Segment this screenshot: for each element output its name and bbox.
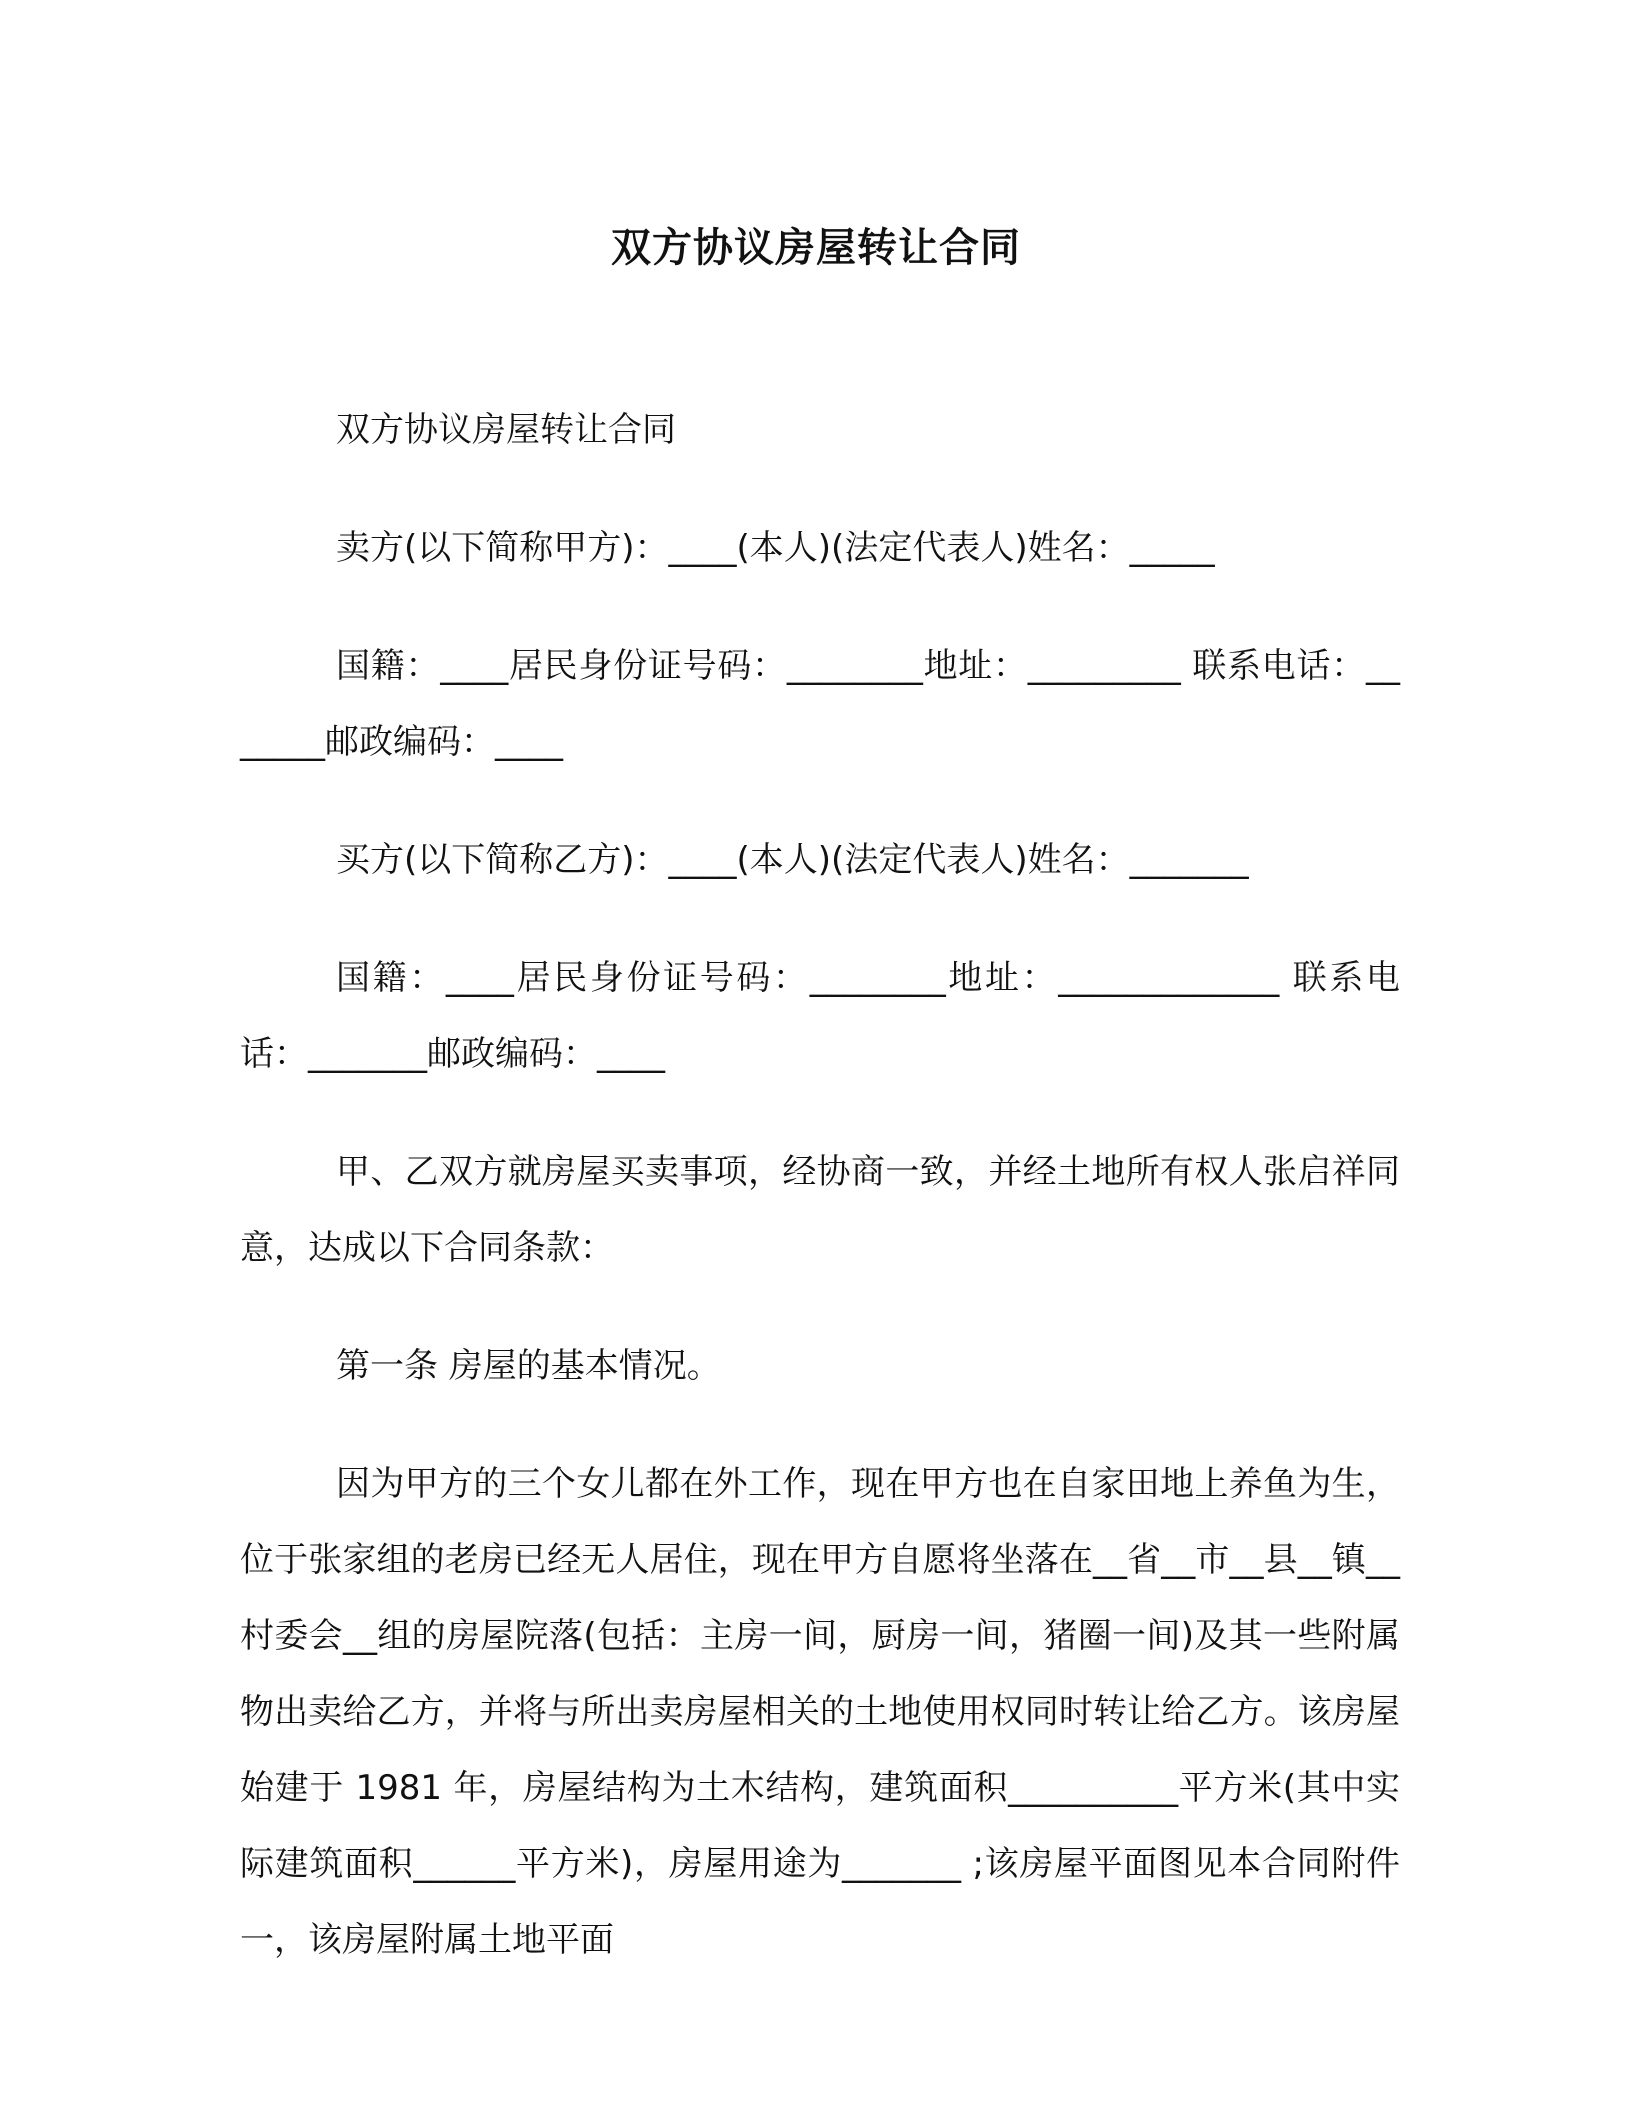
buyer-details-paragraph: 国籍：____居民身份证号码：________地址：_____________ 联系电话：_______邮政编码：____ — [240, 958, 1400, 1074]
document-title: 双方协议房屋转让合同 — [611, 225, 1021, 271]
seller-details-paragraph: 国籍：____居民身份证号码：________地址：_________ 联系电话：_______邮政编码：____ — [240, 646, 1400, 762]
document-body — [240, 392, 1400, 2018]
agreement-intro-paragraph: 甲、乙双方就房屋买卖事项，经协商一致，并经土地所有权人张启祥同意，达成以下合同条款： — [240, 1152, 1400, 1268]
buyer-name-paragraph: 买方(以下简称乙方)：____(本人)(法定代表人)姓名：_______ — [336, 840, 1249, 880]
body-heading-paragraph: 双方协议房屋转让合同 — [336, 410, 676, 450]
article-one-heading: 第一条 房屋的基本情况。 — [336, 1346, 721, 1386]
article-one-body: 因为甲方的三个女儿都在外工作，现在甲方也在自家田地上养鱼为生，位于张家组的老房已经无人居住，现在甲方自愿将坐落在__省__市__县__镇__村委会__组的房屋院落(包括：主房一间，厨房一间，猪圈一间)及其一些附属物出卖给乙方，并将与所出卖房屋相关的土地使用权同时转让给乙方。该房屋始建于 1981 年，房屋结构为土木结构，建筑面积__________平方米(其中实际建筑面积______平方米)，房屋用途为_______ ;该房屋平面图见本合同附件一，该房屋附属土地平面 — [240, 1464, 1400, 1960]
seller-name-paragraph: 卖方(以下简称甲方)：____(本人)(法定代表人)姓名：_____ — [336, 528, 1215, 568]
